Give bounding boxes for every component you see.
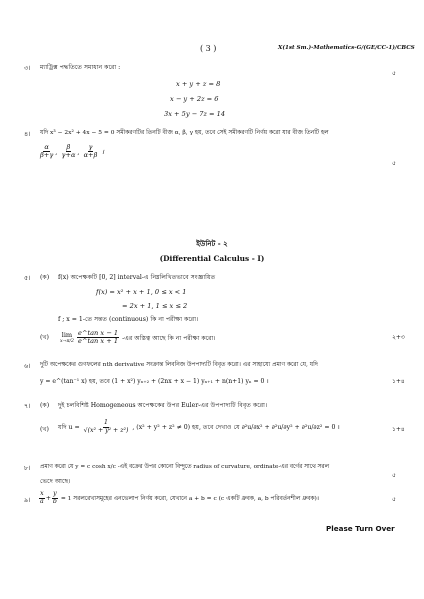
limit-denominator: e^tan x + 1 bbox=[78, 337, 119, 346]
root-fraction-1-num: α bbox=[44, 143, 49, 151]
please-turn-over: Please Turn Over bbox=[326, 524, 395, 533]
page-number: ( 3 ) bbox=[200, 44, 217, 53]
question-8-marks: ৫ bbox=[392, 472, 396, 479]
question-9-expression: $\frac{x}{a}$ + $\frac{y}{b}$ = 1 সরলরেখাসমূহের এনভেলাপ নির্ণয় করো, যেখানে a + b = c (c একটি ধ্রুবক, a, b পরিবর্তনশীল ধ্রুবক)। bbox=[40, 490, 320, 505]
question-5b-limit bbox=[60, 330, 216, 346]
question-6-number: ৬। bbox=[24, 362, 31, 370]
root-fraction-3-den: α+β bbox=[83, 151, 98, 160]
course-code: X(1st Sm.)-Mathematics-G/(GE/CC-1)/CBCS bbox=[278, 45, 415, 51]
question-3-text: ম্যাট্রিক্স পদ্ধতিতে সমাধান করো : bbox=[40, 64, 121, 71]
q9-fraction-1-num: x bbox=[40, 490, 44, 497]
question-5-number: ৫। bbox=[24, 274, 31, 282]
u-fraction-den: √(x² + y² + z²) bbox=[83, 426, 129, 434]
question-9-marks: ৫ bbox=[392, 496, 396, 503]
question-5a-label: (ক) bbox=[40, 274, 50, 281]
question-6-line-2: y = e^(tan⁻¹ x) হয়, তবে (1 + x²) yₙ₊₂ + (2nx + x − 1) yₙ₊₁ + n(n+1) yₙ = 0 । bbox=[40, 378, 269, 385]
limit-operator: lim bbox=[61, 330, 73, 339]
q9-fraction-2-den: b bbox=[52, 497, 57, 505]
question-5a-instruction: f ; x = 1-তে সন্তত (continuous) কি না পরীক্ষা করো। bbox=[58, 316, 199, 323]
unit-title: ইউনিট - ২ bbox=[196, 239, 228, 248]
question-5a-definition-2: = 2x + 1, 1 ≤ x ≤ 2 bbox=[122, 302, 188, 310]
question-3-marks: ৫ bbox=[392, 70, 396, 77]
question-5-marks: ২+৩ bbox=[392, 334, 405, 341]
question-7b-expression bbox=[58, 420, 340, 435]
question-4-number: ৪। bbox=[24, 130, 31, 138]
question-6-line-1: দুটি অপেক্ষকের গুণফলের nth derivative সংক্রান্ত লিবনিজ উপপাদ্যটি বিবৃত করো। এর সাহায্যে প্রমাণ করো যে, যদি bbox=[40, 362, 318, 368]
question-8-line-2: ভেদে আছে। bbox=[40, 478, 71, 485]
question-7b-text-2: , (x² + y² + z² ≠ 0) হয়, তবে দেখাও যে ∂²u/∂x² + ∂²u/∂y² + ∂²u/∂z² = 0 । bbox=[132, 423, 340, 431]
limit-subscript: x→π/2 bbox=[60, 339, 74, 344]
question-7a-label: (ক) bbox=[40, 402, 50, 409]
u-fraction-num: 1 bbox=[104, 419, 108, 426]
question-3-equation-2: x − y + 2z = 6 bbox=[170, 95, 219, 103]
question-6-marks: ১+৪ bbox=[392, 378, 405, 385]
question-7a-text: দুই চলবিশিষ্ট Homogeneous অপেক্ষকের উপর Euler-এর উপপাদ্যটি বিবৃত করো। bbox=[58, 402, 268, 409]
q9-fraction-2-num: y bbox=[53, 490, 57, 497]
question-3-equation-1: x + y + z = 8 bbox=[176, 80, 221, 88]
q9-fraction-1-den: a bbox=[40, 497, 44, 505]
question-3-equation-3: 3x + 5y − 7z = 14 bbox=[164, 110, 226, 118]
question-4-roots: $\frac{\alpha}{\beta+\gamma}$ , $\frac{\beta}{\gamma+\alpha}$ , $\frac{\gamma}{\alpha+\beta}$ । bbox=[40, 143, 105, 160]
question-4-marks: ৫ bbox=[392, 160, 396, 167]
question-7-number: ৭। bbox=[24, 402, 31, 410]
question-9-text: = 1 সরলরেখাসমূহের এনভেলাপ নির্ণয় করো, যেখানে a + b = c (c একটি ধ্রুবক, a, b পরিবর্তনশীল ধ্রুবক)। bbox=[60, 495, 320, 502]
root-fraction-3-num: γ bbox=[88, 143, 93, 151]
question-8-number: ৮। bbox=[24, 464, 31, 472]
question-5a-text: f(x) অপেক্ষকটি [0, 2] interval-এ নিম্নলিখিতভাবে সংজ্ঞায়িত bbox=[58, 274, 216, 281]
question-8-line-1: প্রমাণ করো যে y = c cosh x/c -এই বক্রের উপর কোনো বিন্দুতে radius of curvature, ordinate-এর বর্গের সাথে সরল bbox=[40, 464, 329, 470]
root-fraction-1-den: β+γ bbox=[40, 151, 54, 160]
unit-subtitle: (Differential Calculus - I) bbox=[159, 254, 265, 263]
question-7-marks: ১+৪ bbox=[392, 426, 405, 433]
question-7b-label: (খ) bbox=[40, 426, 49, 433]
limit-numerator: e^tan x − 1 bbox=[78, 329, 119, 337]
root-fraction-2-den: γ+α bbox=[61, 151, 76, 160]
question-9-number: ৯। bbox=[24, 496, 31, 504]
question-3-number: ৩। bbox=[24, 64, 31, 72]
question-5b-text: -এর অস্তিত্ব আছে কি না পরীক্ষা করো। bbox=[122, 334, 216, 342]
question-5a-definition-1: f(x) = x² + x + 1, 0 ≤ x < 1 bbox=[96, 288, 187, 296]
question-4-text: যদি x³ − 2x² + 4x − 5 = 0 সমীকরণটির তিনটি বীজ α, β, γ হয়, তবে সেই সমীকরণটি নির্ণয় করো যার বীজ তিনটি হল bbox=[40, 130, 329, 136]
question-7b-text-1: যদি u = bbox=[58, 423, 80, 431]
question-5b-label: (খ) bbox=[40, 334, 49, 341]
root-fraction-2-num: β bbox=[66, 143, 71, 151]
